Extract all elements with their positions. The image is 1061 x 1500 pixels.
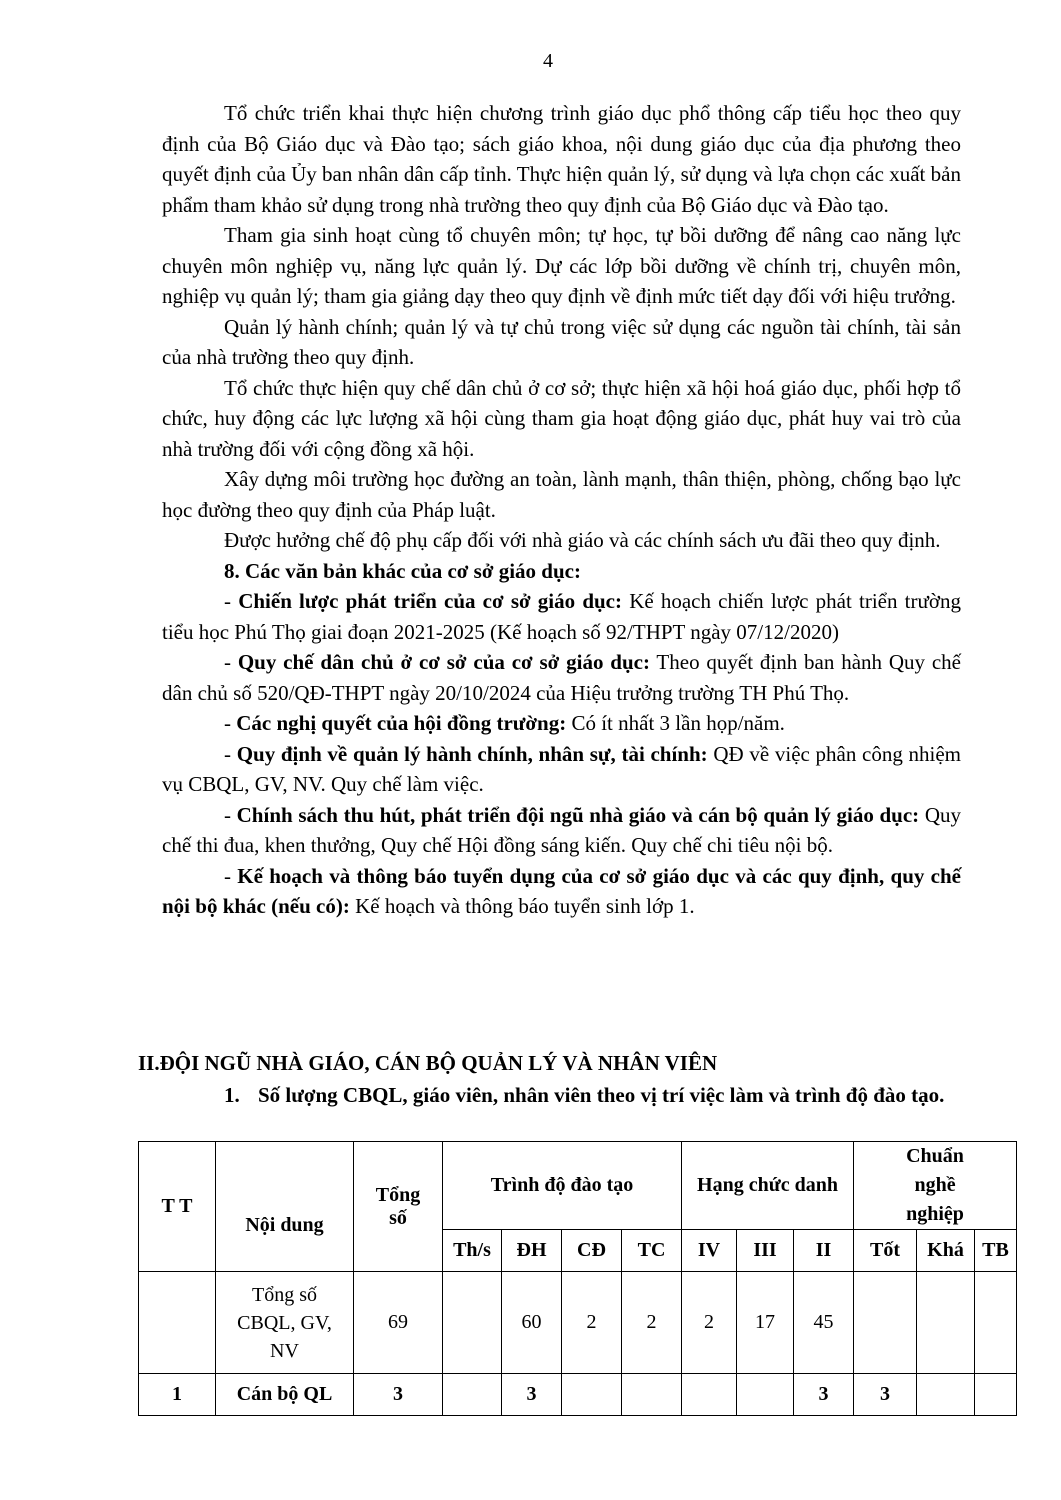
item-text: QĐ về việc phân công nhiệm vụ CBQL, GV, NV. Quy chế làm việc. — [162, 741, 962, 796]
table-cell: 60 — [502, 1272, 562, 1374]
table-cell: 45 — [794, 1272, 854, 1374]
document-item-resolutions: - Các nghị quyết của hội đồng trường: Có ít nhất 3 lần họp/năm. — [224, 711, 785, 735]
paragraph: Tham gia sinh hoạt cùng tổ chuyên môn; tự học, tự bồi dưỡng để nâng cao năng lực chuyên môn nghiệp vụ, năng lực quản lý. Dự các lớp bồi dưỡng về chính trị, chuyên môn, nghiệp vụ quản lý; tham gia giảng dạy theo quy định về định mức tiết dạy đối với hiệu trưởng. — [162, 223, 961, 308]
subsection-title: Số lượng CBQL, giáo viên, nhân viên theo vị trí việc làm và trình độ đào tạo. — [258, 1083, 945, 1107]
subheader-cell: CĐ — [562, 1230, 622, 1272]
table-cell: 3 — [854, 1374, 917, 1416]
document-body — [162, 98, 961, 922]
table-cell: 3 — [354, 1374, 443, 1416]
document-item-policy: - Chính sách thu hút, phát triển đội ngũ nhà giáo và cán bộ quản lý giáo dục: Quy chế thi đua, khen thưởng, Quy chế Hội đồng sáng kiến. Quy chế chi tiêu nội bộ. — [162, 802, 961, 857]
table-cell: 2 — [682, 1272, 737, 1374]
header-total: Tổng số — [354, 1142, 443, 1272]
subsection-number: 1. — [224, 1083, 240, 1107]
document-item-recruitment: - Kế hoạch và thông báo tuyển dụng của cơ sở giáo dục và các quy định, quy chế nội bộ khác (nếu có): Kế hoạch và thông báo tuyển sinh lớp 1. — [162, 863, 961, 918]
table-cell: 69 — [354, 1272, 443, 1374]
table-cell — [975, 1374, 1017, 1416]
paragraph: Quản lý hành chính; quản lý và tự chủ trong việc sử dụng các nguồn tài chính, tài sản của nhà trường theo quy định. — [162, 314, 961, 369]
paragraph: Tổ chức thực hiện quy chế dân chủ ở cơ sở; thực hiện xã hội hoá giáo dục, phối hợp tổ chức, huy động các lực lượng xã hội cùng tham gia hoạt động giáo dục, phát huy vai trò của nhà trường đối với cộng đồng xã hội. — [162, 375, 961, 461]
section-8-heading: 8. Các văn bản khác của cơ sở giáo dục: — [224, 558, 581, 583]
header-content — [216, 1142, 354, 1272]
subheader-cell: Th/s — [443, 1230, 502, 1272]
table-cell — [917, 1272, 975, 1374]
table-cell: 2 — [562, 1272, 622, 1374]
table-cell — [682, 1374, 737, 1416]
subsection-1-heading — [224, 1080, 948, 1111]
item-label: Chính sách thu hút, phát triển đội ngũ nhà giáo và cán bộ quản lý giáo dục: — [236, 802, 920, 827]
row-content: Cán bộ QL — [216, 1374, 354, 1416]
table-cell: 3 — [794, 1374, 854, 1416]
paragraph: Được hưởng chế độ phụ cấp đối với nhà giáo và các chính sách ưu đãi theo quy định. — [224, 528, 941, 552]
page-number: 4 — [543, 50, 553, 72]
row-tt: 1 — [139, 1374, 216, 1416]
subheader-cell: II — [794, 1230, 854, 1272]
item-text: Quy chế thi đua, khen thưởng, Quy chế Hội đồng sáng kiến. Quy chế chi tiêu nội bộ. — [162, 802, 961, 857]
header-tt: T T — [139, 1142, 216, 1272]
paragraph: Xây dựng môi trường học đường an toàn, lành mạnh, thân thiện, phòng, chống bạo lực học đường theo quy định của Pháp luật. — [162, 467, 961, 522]
item-label: Chiến lược phát triển của cơ sở giáo dục: — [238, 589, 622, 613]
subheader-cell: III — [737, 1230, 794, 1272]
table-cell — [917, 1374, 975, 1416]
item-label: Quy định về quản lý hành chính, nhân sự, tài chính: — [236, 741, 708, 766]
row-tt — [139, 1272, 216, 1374]
table-row — [139, 1374, 1017, 1416]
header-standard: Chuẩn nghề nghiệp — [854, 1142, 1017, 1230]
subheader-cell: TB — [975, 1230, 1017, 1272]
header-rank: Hạng chức danh — [682, 1142, 854, 1230]
table-cell: 3 — [502, 1374, 562, 1416]
table-cell — [622, 1374, 682, 1416]
header-content-label: Nội dung — [245, 1214, 324, 1236]
table-cell — [443, 1374, 502, 1416]
table-cell: 2 — [622, 1272, 682, 1374]
table-cell — [854, 1272, 917, 1374]
table-cell: 17 — [737, 1272, 794, 1374]
subheader-cell: Tốt — [854, 1230, 917, 1272]
subheader-cell: TC — [622, 1230, 682, 1272]
header-training: Trình độ đào tạo — [443, 1142, 682, 1230]
table-row — [139, 1272, 1017, 1374]
table-cell — [443, 1272, 502, 1374]
item-text: Có ít nhất 3 lần họp/năm. — [571, 711, 785, 735]
document-item-strategy: - Chiến lược phát triển của cơ sở giáo dục: Kế hoạch chiến lược phát triển trường tiểu học Phú Thọ giai đoạn 2021-2025 (Kế hoạch số 92/THPT ngày 07/12/2020) — [162, 589, 961, 644]
row-content: Tổng số CBQL, GV, NV — [216, 1272, 354, 1374]
table-cell — [737, 1374, 794, 1416]
table-cell — [562, 1374, 622, 1416]
subheader-cell: IV — [682, 1230, 737, 1272]
item-text: Kế hoạch và thông báo tuyển sinh lớp 1. — [355, 894, 695, 918]
item-label: Các nghị quyết của hội đồng trường: — [236, 711, 567, 735]
document-item-admin: - Quy định về quản lý hành chính, nhân sự, tài chính: QĐ về việc phân công nhiệm vụ CBQL, GV, NV. Quy chế làm việc. — [162, 741, 962, 796]
staff-table — [138, 1141, 1017, 1416]
subheader-cell: ĐH — [502, 1230, 562, 1272]
paragraph: Tổ chức triển khai thực hiện chương trình giáo dục phổ thông cấp tiểu học theo quy định của Bộ Giáo dục và Đào tạo; sách giáo khoa, nội dung giáo dục của địa phương theo quyết định của Ủy ban nhân dân cấp tỉnh. Thực hiện quản lý, sử dụng và lựa chọn các xuất bản phẩm tham khảo sử dụng trong nhà trường theo quy định của Bộ Giáo dục và Đào tạo. — [162, 101, 961, 217]
item-text: Kế hoạch chiến lược phát triển trường tiểu học Phú Thọ giai đoạn 2021-2025 (Kế hoạch số 92/THPT ngày 07/12/2020) — [162, 589, 961, 644]
item-label: Quy chế dân chủ ở cơ sở của cơ sở giáo dục: — [237, 650, 650, 674]
section-2-heading: II.ĐỘI NGŨ NHÀ GIÁO, CÁN BỘ QUẢN LÝ VÀ NHÂN VIÊN — [138, 1051, 718, 1075]
table-cell — [975, 1272, 1017, 1374]
document-item-democracy: - Quy chế dân chủ ở cơ sở của cơ sở giáo dục: Theo quyết định ban hành Quy chế dân chủ số 520/QĐ-THPT ngày 20/10/2024 của Hiệu trưởng trường TH Phú Thọ. — [162, 650, 961, 705]
subheader-cell: Khá — [917, 1230, 975, 1272]
item-text: Theo quyết định ban hành Quy chế dân chủ số 520/QĐ-THPT ngày 20/10/2024 của Hiệu trưởng trường TH Phú Thọ. — [162, 650, 961, 705]
item-label: Kế hoạch và thông báo tuyển dụng của cơ sở giáo dục và các quy định, quy chế nội bộ khác (nếu có): — [162, 863, 961, 918]
